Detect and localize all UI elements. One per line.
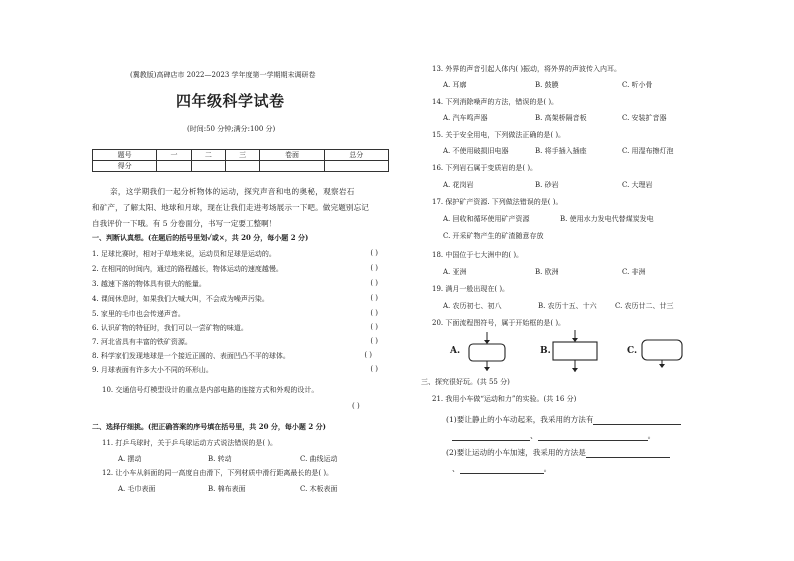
judge-item-4 — [92, 294, 378, 304]
option-c[interactable]: C. 木板表面 — [300, 485, 338, 493]
answer-blank[interactable] — [452, 431, 530, 441]
judge-item-3 — [92, 279, 378, 289]
answer-blank[interactable] — [460, 464, 544, 474]
question-21: 21. 我用小车做“运动和力”的实验。(共 16 分) — [432, 395, 577, 403]
option-b[interactable]: B. 棉布表面 — [208, 485, 246, 493]
option-c[interactable]: C. 农历廿二、廿三 — [615, 302, 674, 310]
score-table — [92, 149, 389, 172]
judge-text: 6. 认识矿物的特征时，我们可以一尝矿物的味道。 — [92, 324, 248, 332]
question-17: 17. 保护矿产资源. 下列做法错误的是( )。 — [432, 198, 563, 206]
score-input-cell[interactable] — [191, 161, 225, 172]
judge-text: 4. 课间休息时，如果我们大喊大叫，不会成为噪声污染。 — [92, 295, 269, 303]
judge-text: 7. 河北省具有丰富的铁矿资源。 — [92, 338, 192, 346]
score-input-cell[interactable] — [225, 161, 259, 172]
option-a[interactable]: A. 耳廓 — [443, 81, 467, 89]
judge-text: 1. 足球比赛时，相对于草地来说，运动员和足球是运动的。 — [92, 250, 276, 258]
answer-paren[interactable]: ( ) — [370, 249, 378, 257]
option-b[interactable]: B. 将手插入插座 — [535, 147, 587, 155]
question-11: 11. 打乒乓球时，关于乒乓球运动方式说法错误的是( )。 — [102, 439, 278, 447]
judge-text: 5. 家里的毛巾也会传递声音。 — [92, 310, 185, 318]
option-a[interactable]: A. 毛巾表面 — [118, 485, 156, 493]
answer-paren[interactable]: ( ) — [364, 351, 372, 359]
score-cell: 题号 — [93, 150, 157, 161]
question-12: 12. 让小车从斜面的同一高度自由滑下，下列材质中滑行距离最长的是( )。 — [102, 469, 334, 477]
answer-paren[interactable]: ( ) — [370, 309, 378, 317]
score-table-header-row — [93, 150, 389, 161]
judge-item-9 — [92, 365, 378, 375]
option-a[interactable]: A. 不使用破损旧电器 — [443, 147, 509, 155]
answer-paren[interactable]: ( ) — [370, 337, 378, 345]
intro-line: 自我评价一下哦。有 5 分卷面分，书写一定要工整啊！ — [92, 219, 277, 228]
option-c[interactable]: C. 大理岩 — [622, 181, 653, 189]
option-b[interactable]: B. 欧洲 — [535, 268, 559, 276]
option-a[interactable]: A. 亚洲 — [443, 268, 467, 276]
intro-line: 和矿产，了解太阳、地球和月球，现在让我们走进考场展示一下吧。做完题别忘记 — [92, 203, 369, 212]
judge-item-1 — [92, 249, 378, 259]
question-21-1-cont: 、 。 — [452, 430, 655, 441]
judge-item-6 — [92, 323, 378, 333]
score-cell: 卷面 — [260, 150, 324, 161]
score-cell: 总分 — [324, 150, 388, 161]
score-cell: 三 — [225, 150, 259, 161]
question-20: 20. 下面流程图符号，属于开始框的是( )。 — [432, 319, 566, 327]
option-c[interactable]: C. — [627, 346, 638, 356]
judge-item-2 — [92, 264, 378, 274]
judge-item-5 — [92, 309, 378, 319]
question-15: 15. 关于安全用电，下列做法正确的是( )。 — [432, 131, 566, 139]
exam-subtitle: (冀教版)高碑店市 2022—2023 学年度第一学期期末调研卷 — [130, 71, 316, 79]
answer-blank[interactable] — [586, 448, 670, 458]
answer-blank[interactable] — [538, 431, 648, 441]
answer-paren[interactable]: ( ) — [352, 402, 360, 410]
question-13: 13. 外界的声音引起人体内( )振动，将外界的声波传入内耳。 — [432, 65, 622, 73]
question-21-1 — [446, 414, 681, 425]
answer-blank[interactable] — [593, 415, 681, 425]
option-c[interactable]: C. 非洲 — [622, 268, 646, 276]
question-19: 19. 满月一般出现在( )。 — [432, 285, 510, 293]
answer-paren[interactable]: ( ) — [370, 365, 378, 373]
judge-text: 3. 越速下落的物体具有很大的能量。 — [92, 280, 206, 288]
score-input-cell[interactable] — [157, 161, 191, 172]
option-b[interactable]: B. 农历十五、十六 — [538, 302, 597, 310]
judge-item-10: 10. 交通信号灯模型设计的重点是内部电路的连接方式和外观的设计。 — [102, 386, 319, 394]
terminal-symbol-c — [638, 322, 688, 368]
judge-item-8 — [92, 351, 372, 361]
score-input-cell[interactable] — [260, 161, 324, 172]
question-21-2-text: (2)要让运动的小车加速，我采用的方法是 — [446, 448, 586, 457]
option-c[interactable]: C. 曲线运动 — [300, 455, 338, 463]
score-table-score-row — [93, 161, 389, 172]
option-a[interactable]: A. — [450, 346, 461, 356]
exam-title: 四年级科学试卷 — [176, 92, 285, 110]
answer-paren[interactable]: ( ) — [370, 279, 378, 287]
score-cell: 二 — [191, 150, 225, 161]
option-c[interactable]: C. 听小骨 — [622, 81, 653, 89]
option-b[interactable]: B. 转动 — [208, 455, 232, 463]
option-a[interactable]: A. 农历初七、初八 — [443, 302, 502, 310]
score-cell: 得分 — [93, 161, 157, 172]
question-18: 18. 中国位于七大洲中的( )。 — [432, 251, 524, 259]
option-b[interactable]: B. 鼓膜 — [535, 81, 559, 89]
section3-heading: 三、探究很好玩。(共 55 分) — [421, 378, 510, 386]
option-c[interactable]: C. 用湿布擦灯泡 — [622, 147, 674, 155]
section1-heading: 一、判断认真想。(在题后的括号里划✓或×，共 20 分，每小题 2 分) — [92, 233, 309, 242]
option-c[interactable]: C. 开采矿物产生的矿渣随意存放 — [443, 232, 544, 240]
option-b[interactable]: B. 砂岩 — [535, 181, 559, 189]
option-a[interactable]: A. 回收和循环使用矿产资源 — [443, 215, 530, 223]
option-a[interactable]: A. 花岗岩 — [443, 181, 474, 189]
question-16: 16. 下列岩石属于变质岩的是( )。 — [432, 164, 538, 172]
question-14: 14. 下列消除噪声的方法，错误的是( )。 — [432, 98, 559, 106]
answer-paren[interactable]: ( ) — [370, 294, 378, 302]
score-cell: 一 — [157, 150, 191, 161]
judge-text: 8. 科学家们发现地球是一个接近正圆的、表面凹凸不平的球体。 — [92, 352, 290, 360]
option-c[interactable]: C. 安装扩音器 — [622, 114, 667, 122]
option-b[interactable]: B. 高架桥隔音板 — [535, 114, 587, 122]
question-21-2 — [446, 447, 670, 458]
answer-paren[interactable]: ( ) — [370, 323, 378, 331]
score-input-cell[interactable] — [324, 161, 388, 172]
option-a[interactable]: A. 摆动 — [118, 455, 142, 463]
time-info: (时间:50 分钟;满分:100 分) — [187, 125, 276, 133]
option-b[interactable]: B. 使用水力发电代替煤炭发电 — [560, 215, 654, 223]
question-21-1-text: (1)要让静止的小车动起来，我采用的方法有 — [446, 415, 594, 424]
option-a[interactable]: A. 汽车鸣声器 — [443, 114, 488, 122]
judge-text: 2. 在相同的时间内，通过的路程越长，物体运动的速度越慢。 — [92, 265, 283, 273]
intro-line: 亲，这学期我们一起分析物体的运动，探究声音和电的奥秘，观察岩石 — [110, 187, 355, 196]
section2-heading: 二、选择仔细挑。(把正确答案的序号填在括号里，共 20 分，每小题 2 分) — [92, 422, 326, 431]
option-b[interactable]: B. — [540, 346, 551, 356]
question-21-2-cont: 、 。 — [452, 464, 552, 473]
judge-text: 9. 月球表面有许多大小不同的环形山。 — [92, 366, 213, 374]
judge-item-7 — [92, 337, 378, 347]
answer-paren[interactable]: ( ) — [370, 264, 378, 272]
terminal-symbol-a — [462, 332, 512, 372]
process-symbol-b — [550, 330, 600, 374]
